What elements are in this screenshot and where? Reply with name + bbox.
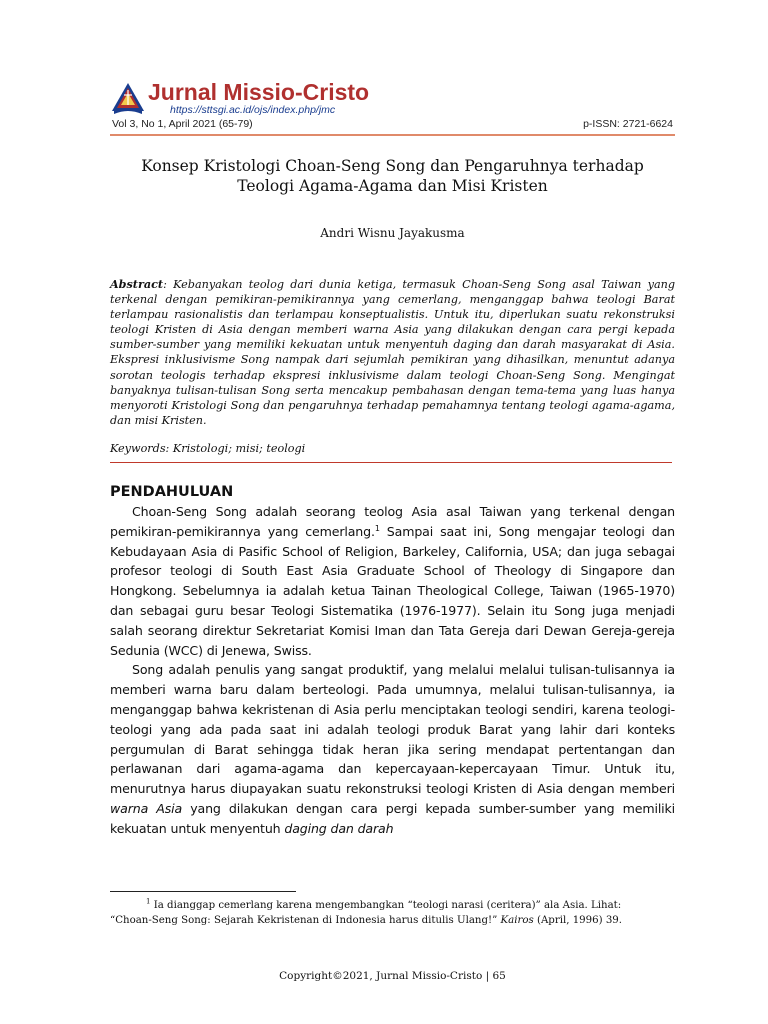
- footnote-text-2b: (April, 1996) 39.: [533, 915, 623, 926]
- title-line-1: Konsep Kristologi Choan-Seng Song dan Pengaruhnya terhadap: [141, 157, 644, 175]
- footnote-text-2a: “Choan-Seng Song: Sejarah Kekristenan di Indonesia harus ditulis Ulang!”: [110, 915, 501, 926]
- book-mountain-logo-icon: [110, 81, 146, 115]
- paragraph-2-emphasis-1: warna Asia: [110, 800, 183, 816]
- paragraph-2-text-b: yang dilakukan dengan cara pergi kepada sumber-sumber yang memiliki kekuatan untuk menyentuh: [110, 800, 676, 836]
- article-title: [110, 156, 675, 196]
- journal-masthead: [110, 80, 675, 116]
- footnote-ref[interactable]: 1: [374, 523, 380, 533]
- paragraph-2-text-a: Song adalah penulis yang sangat produktif, yang melalui melalui tulisan-tulisannya ia memberi warna baru dalam berteologi. Pada umumnya, melalui tulisan-tulisannya, ia menganggap bahwa kekristenan di Asia perlu menciptakan teologi sendiri, karena teologi-teologi yang ada pada saat ini adalah teologi produk Barat yang lahir dari konteks pergumulan di Barat sehingga tidak heran jika sering mendapat pertentangan dan perlawanan dari agama-agama dan kepercayaan-kepercayaan Timur. Untuk itu, menurutnya harus diupayakan suatu rekonstruksi teologi Kristen di Asia dengan memberi: [110, 662, 675, 797]
- footnote-line-1: [110, 898, 675, 913]
- journal-header: [110, 80, 675, 136]
- body-text: [110, 502, 675, 839]
- paragraph-1-text-a: Choan-Seng Song adalah seorang teolog Asia asal Taiwan yang terkenal dengan pemikiran-pemikirannya yang cemerlang.: [110, 504, 675, 539]
- header-divider: [110, 134, 675, 136]
- paragraph-1: [110, 502, 675, 660]
- journal-name: Jurnal Missio-Cristo: [148, 79, 370, 105]
- article-author: Andri Wisnu Jayakusma: [320, 226, 465, 240]
- journal-url[interactable]: https://sttsgi.ac.id/ojs/index.php/jmc: [170, 104, 336, 116]
- footnote: [110, 898, 675, 928]
- keywords: Keywords: Kristologi; misi; teologi: [110, 442, 306, 455]
- abstract-label: Abstract: [110, 277, 164, 291]
- paragraph-1-text-b: Sampai saat ini, Song mengajar teologi dan Kebudayaan Asia di Pasific School of Religion, Barkeley, California, USA; dan juga sebagai profesor teologi di South East Asia Graduate School of Theology di Singapore dan Hongkong. Sebelumnya ia adalah ketua Tainan Theological College, Taiwan (1965-1970) dan sebagai guru besar Teologi Sistematika (1976-1977). Selain itu Song juga menjadi salah seorang direktur Sekretariat Komisi Iman dan Tata Gereja dari Dewan Gereja-gereja Sedunia (WCC) di Jenewa, Swiss.: [110, 523, 675, 658]
- journal-meta-row: [110, 118, 675, 130]
- paragraph-2: [110, 660, 675, 838]
- footnote-number: 1: [146, 897, 151, 906]
- footnote-line-2: [110, 913, 675, 928]
- abstract-text: : Kebanyakan teolog dari dunia ketiga, termasuk Choan-Seng Song asal Taiwan yang terkenal dengan pemikiran-pemikirannya yang cemerlang, menganggap bahwa teologi Barat terlampau rasionalistis dan terlampau konseptualistis. Untuk itu, diperlukan suatu rekonstruksi teologi Kristen di Asia dengan memberi warna Asia yang dilakukan dengan cara pergi kepada sumber-sumber yang memiliki kekuatan untuk menyentuh daging dan darah masyarakat di Asia. Ekspresi inklusivisme Song nampak dari sejumlah pemikiran yang dihasilkan, menuntut adanya sorotan teologis terhadap ekspresi inklusivisme dalam teologi Choan-Seng Song. Mengingat banyaknya tulisan-tulisan Song serta mencakup pembahasan dengan tema-tema yang luas hanya menyoroti Kristologi Song dan pengaruhnya terhadap pemahamnya tentang teologi agama-agama, dan misi Kristen.: [110, 278, 675, 427]
- volume-info: Vol 3, No 1, April 2021 (65-79): [112, 118, 253, 130]
- section-heading: PENDAHULUAN: [110, 484, 234, 500]
- abstract: [110, 277, 675, 428]
- footnote-divider: [110, 891, 296, 892]
- footnote-source: Kairos: [500, 915, 534, 926]
- issn: p-ISSN: 2721-6624: [583, 118, 673, 130]
- page-footer: Copyright©2021, Jurnal Missio-Cristo | 65: [279, 970, 506, 982]
- footnote-text-1: Ia dianggap cemerlang karena mengembangkan “teologi narasi (ceritera)” ala Asia. Lihat:: [150, 900, 622, 911]
- paragraph-2-emphasis-2: daging dan darah: [284, 820, 394, 836]
- abstract-divider: [110, 462, 672, 463]
- title-line-2: Teologi Agama-Agama dan Misi Kristen: [237, 177, 548, 195]
